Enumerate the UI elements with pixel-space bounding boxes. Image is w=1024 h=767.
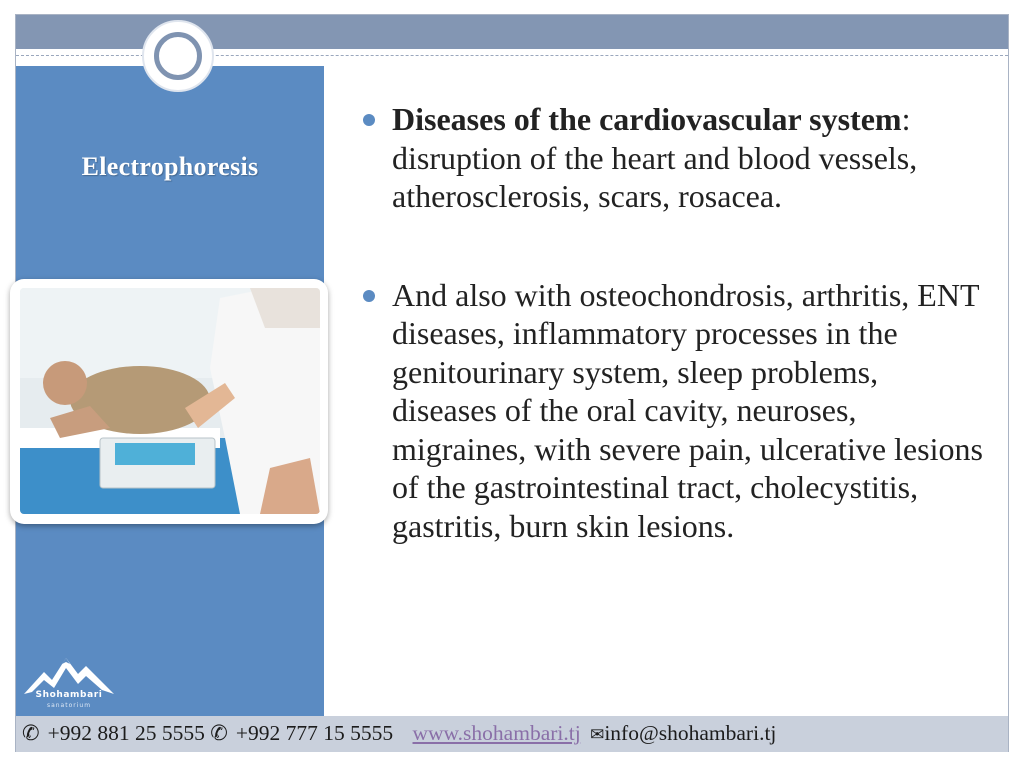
bullet-dot-icon	[363, 114, 375, 126]
ring-ornament-icon	[142, 20, 214, 92]
bullet-text: And also with osteochondrosis, arthritis, ENT diseases, inflammatory processes in the genitourinary system, sleep problems, diseases of the oral cavity, neuroses, migraines, with severe pain, ulcerative lesions of the gastrointestinal tract, cholecystitis, gastritis, burn skin lesions.	[392, 276, 983, 544]
website-link[interactable]: www.shohambari.tj	[412, 721, 581, 745]
ring-inner	[154, 32, 202, 80]
phone-number-1: +992 881 25 5555	[47, 721, 205, 745]
phone-number-2: +992 777 15 5555	[235, 721, 394, 745]
logo-subtitle: sanatorium	[46, 702, 92, 709]
photo-card	[10, 279, 328, 524]
bullet-item	[360, 100, 990, 216]
electrophoresis-photo	[20, 288, 320, 514]
bullet-bold-text: Diseases of the cardiovascular system	[392, 101, 902, 137]
footer-contacts	[22, 716, 776, 752]
slide-title: Electrophoresis	[81, 152, 259, 181]
content-area	[360, 100, 990, 545]
bullet-text: : disruption of the heart and blood vessels, atherosclerosis, scars, rosacea.	[392, 101, 918, 214]
email-link[interactable]: info@shohambari.tj	[604, 721, 777, 745]
phone-icon: ✆	[210, 721, 228, 745]
logo-name: Shohambari	[35, 690, 103, 700]
mail-icon: ✉	[590, 725, 605, 744]
bullet-item	[360, 276, 990, 546]
bullet-dot-icon	[363, 290, 375, 302]
phone-icon: ✆	[22, 721, 40, 745]
